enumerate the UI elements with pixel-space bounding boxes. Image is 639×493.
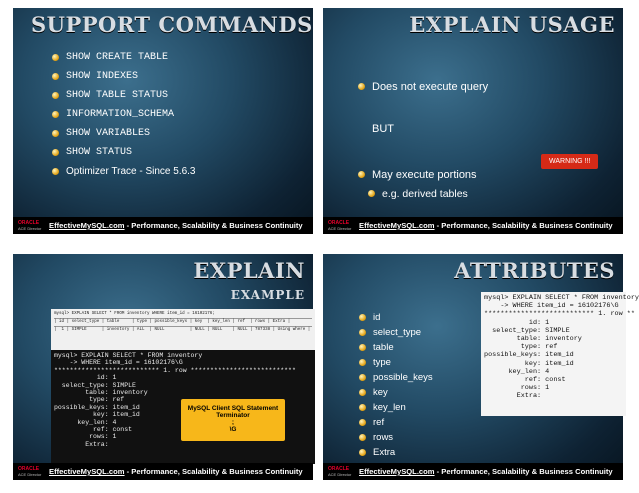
list-item: May execute portions	[358, 169, 477, 181]
list-item: ref	[359, 415, 433, 430]
footer-text: EffectiveMySQL.com - Performance, Scalability & Business Continuity	[359, 467, 613, 476]
slide-footer	[323, 463, 623, 480]
terminal-output: mysql> EXPLAIN SELECT * FROM inventory -> WHERE item_id = 16102176\G *************************** 1. row ** id: 1 select_type: SIMPLE table: inventory type: ref possible_keys: item_id key: item_id key_len: 4 ref: const rows: 1 Extra:	[481, 292, 626, 416]
list-item: SHOW STATUS	[52, 143, 196, 162]
list-item: table	[359, 340, 433, 355]
list-item: SHOW TABLE STATUS	[52, 86, 196, 105]
slide-title: ATTRIBUTES	[454, 258, 615, 283]
bullet-list	[358, 169, 477, 181]
bullet-list	[368, 188, 468, 200]
list-item: type	[359, 355, 433, 370]
footer-link[interactable]: EffectiveMySQL.com	[49, 221, 125, 230]
explain-table-output: mysql> EXPLAIN SELECT * FROM inventory WHERE item_id = 16102176; | id | select_type | table | type | possible_keys | key | key_len | ref | rows | Extra | | 1 | SIMPLE | inventory | ALL | NULL | NULL | NULL | NULL | 787338 | Using where |	[51, 309, 315, 353]
slide-footer	[13, 463, 313, 480]
list-item: key	[359, 385, 433, 400]
oracle-ace-logo: ORACLE ACE Director	[328, 466, 352, 477]
bullet-list	[359, 310, 433, 460]
warning-badge: WARNING !!!	[541, 154, 598, 169]
list-item: rows	[359, 430, 433, 445]
list-item: Optimizer Trace - Since 5.6.3	[52, 162, 196, 181]
but-text: BUT	[372, 123, 394, 135]
slide-footer	[323, 217, 623, 234]
oracle-ace-logo: ORACLE ACE Director	[18, 466, 42, 477]
list-item: SHOW INDEXES	[52, 67, 196, 86]
bullet-list	[358, 81, 488, 93]
slide-footer	[13, 217, 313, 234]
list-item: possible_keys	[359, 370, 433, 385]
slide-support-commands[interactable]	[13, 8, 313, 234]
slide-explain-example[interactable]	[13, 254, 313, 480]
list-item: SHOW VARIABLES	[52, 124, 196, 143]
slide-title: EXPLAIN	[193, 258, 305, 283]
footer-text: EffectiveMySQL.com - Performance, Scalability & Business Continuity	[49, 467, 303, 476]
slide-title: EXPLAIN USAGE	[409, 12, 615, 37]
footer-link[interactable]: EffectiveMySQL.com	[359, 467, 435, 476]
slide-subtitle: EXAMPLE	[230, 288, 305, 302]
list-item: INFORMATION_SCHEMA	[52, 105, 196, 124]
list-item: Extra	[359, 445, 433, 460]
slide-explain-usage[interactable]	[323, 8, 623, 234]
statement-terminator-callout: MySQL Client SQL Statement Terminator ; \G	[181, 399, 285, 441]
list-item: key_len	[359, 400, 433, 415]
list-item: SHOW CREATE TABLE	[52, 48, 196, 67]
terminal-output: mysql> EXPLAIN SELECT * FROM inventory -> WHERE item_id = 16102176\G *************************** 1. row *************************** id: 1 select_type: SIMPLE table: inventory type: ref possible_keys: item_id key: item_id key_len: 4 ref: const rows: 1 Extra:	[51, 350, 315, 464]
slide-title: SUPPORT COMMANDS	[31, 12, 313, 37]
bullet-list	[52, 48, 196, 181]
list-item: e.g. derived tables	[368, 188, 468, 200]
footer-text: EffectiveMySQL.com - Performance, Scalability & Business Continuity	[49, 221, 303, 230]
footer-link[interactable]: EffectiveMySQL.com	[359, 221, 435, 230]
oracle-ace-logo: ORACLE ACE Director	[328, 220, 352, 231]
footer-text: EffectiveMySQL.com - Performance, Scalability & Business Continuity	[359, 221, 613, 230]
list-item: Does not execute query	[358, 81, 488, 93]
slide-attributes[interactable]	[323, 254, 639, 480]
list-item: select_type	[359, 325, 433, 340]
oracle-ace-logo: ORACLE ACE Director	[18, 220, 42, 231]
footer-link[interactable]: EffectiveMySQL.com	[49, 467, 125, 476]
list-item: id	[359, 310, 433, 325]
